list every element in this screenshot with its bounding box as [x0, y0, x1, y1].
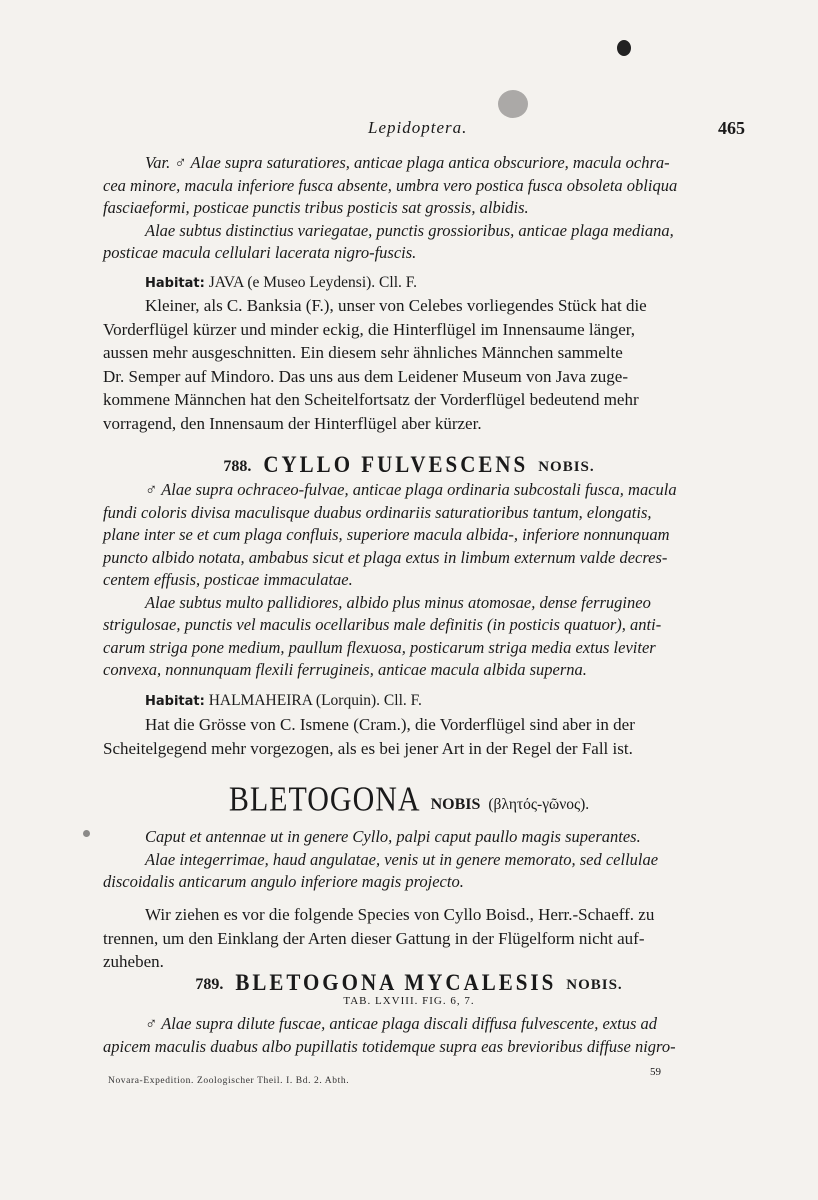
- text-line: Kleiner, als C. Banksia (F.), unser von Celebes vorliegendes Stück hat die: [145, 296, 647, 315]
- text-line: Alae integerrimae, haud angulatae, venis ut in genere memorato, sed cellulae: [145, 849, 659, 869]
- text-line: posticae macula cellulari lacerata nigro-fuscis.: [103, 243, 417, 262]
- ink-blot: [617, 40, 631, 56]
- variety-description: [103, 152, 753, 265]
- genus-name: BLETOGONA: [228, 780, 421, 819]
- genus-author: NOBIS: [430, 796, 481, 813]
- text-line: fasciaeformi, posticae punctis tribus posticis sat grossis, albidis.: [103, 198, 529, 217]
- habitat-text: JAVA (e Museo Leydensi). Cll. F.: [208, 274, 418, 291]
- genus-etymology: (βλητός-γῶνος).: [488, 796, 590, 813]
- text-line: plane inter se et cum plaga confluis, superiore macula albida-, inferiore nonnunquam: [103, 525, 670, 544]
- text-line: Wir ziehen es vor die folgende Species von Cyllo Boisd., Herr.-Schaeff. zu: [145, 905, 655, 924]
- genus-heading: [0, 780, 818, 819]
- species-heading-788: [0, 452, 818, 477]
- text-line: apicem maculis duabus albo pupillatis totidemque supra eas brevioribus diffuse nigro-: [103, 1036, 676, 1056]
- text-line: puncto albido notata, ambabus sicut et plaga extus in limbum externum valde decres-: [103, 547, 668, 567]
- text-line: kommene Männchen hat den Scheitelfortsatz der Vorderflügel bedeutend mehr: [103, 390, 639, 409]
- text-line: zuheben.: [103, 952, 164, 971]
- genus-description: [103, 826, 753, 894]
- text-line: Hat die Grösse von C. Ismene (Cram.), die Vorderflügel sind aber in der: [145, 715, 635, 734]
- text-line: ♂ Alae supra ochraceo-fulvae, anticae plaga ordinaria subcostali fusca, macula: [145, 480, 677, 499]
- footer-imprint: Novara-Expedition. Zoologischer Theil. I. Bd. 2. Abth.: [108, 1076, 350, 1086]
- species-name: CYLLO FULVESCENS: [263, 450, 529, 478]
- text-line: Vorderflügel kürzer und minder eckig, die Hinterflügel im Innensaume länger,: [103, 319, 635, 339]
- running-header: [0, 118, 818, 148]
- text-line: convexa, nonnunquam flexili ferrugineis, anticae macula albida superna.: [103, 660, 587, 679]
- text-line: centem effusis, posticae immaculatae.: [103, 570, 353, 589]
- habitat-line: [145, 690, 795, 713]
- text-line: Alae subtus distinctius variegatae, punctis grossioribus, anticae plaga mediana,: [145, 220, 674, 240]
- species-heading-789: [0, 970, 818, 995]
- species-description: [103, 1013, 753, 1058]
- text-line: aussen mehr ausgeschnitten. Ein diesem sehr ähnliches Männchen sammelte: [103, 343, 623, 362]
- text-line: Alae subtus multo pallidiores, albido plus minus atomosae, dense ferrugineo: [145, 592, 651, 612]
- species-author: NOBIS.: [538, 459, 595, 475]
- text-line: strigulosae, punctis vel maculis ocellaribus male definitis (in posticis quatuor), anti-: [103, 615, 662, 634]
- species-author: NOBIS.: [566, 977, 623, 993]
- text-line: vorragend, den Innensaum der Hinterflügel aber kürzer.: [103, 413, 482, 433]
- species-number: 788.: [223, 458, 252, 475]
- text-line: Scheitelgegend mehr vorgezogen, als es bei jener Art in der Regel der Fall ist.: [103, 738, 633, 758]
- remark-paragraph: [103, 903, 753, 974]
- text-line: trennen, um den Einklang der Arten dieser Gattung in der Flügelform nicht auf-: [103, 928, 645, 948]
- ink-blot: [498, 90, 528, 118]
- species-name: BLETOGONA MYCALESIS: [235, 968, 557, 996]
- remark-paragraph: [103, 294, 753, 435]
- text-line: discoidalis anticarum angulo inferiore magis projecto.: [103, 872, 464, 891]
- species-description: [103, 479, 753, 682]
- habitat-label: Habitat:: [145, 694, 205, 709]
- text-line: carum striga pone medium, paullum flexuosa, posticarum striga media extus leviter: [103, 637, 656, 657]
- species-number: 789.: [195, 976, 224, 993]
- signature-mark: 59: [650, 1066, 661, 1078]
- text-line: cea minore, macula inferiore fusca absente, umbra vero postica fusca obsoleta obliqua: [103, 175, 678, 195]
- text-line: Var. ♂ Alae supra saturatiores, anticae plaga antica obscuriore, macula ochra-: [145, 153, 670, 172]
- text-line: fundi coloris divisa maculisque duabus ordinariis saturatioribus tantum, elongatis,: [103, 502, 652, 522]
- running-title: Lepidoptera.: [368, 118, 468, 137]
- ink-blot: [83, 830, 90, 837]
- text-line: ♂ Alae supra dilute fuscae, anticae plaga discali diffusa fulvescente, extus ad: [145, 1014, 658, 1033]
- habitat-label: Habitat:: [145, 276, 205, 291]
- habitat-line: [145, 272, 795, 295]
- text-line: Caput et antennae ut in genere Cyllo, palpi caput paullo magis superantes.: [145, 827, 641, 846]
- remark-paragraph: [103, 713, 753, 760]
- plate-reference: TAB. LXVIII. FIG. 6, 7.: [343, 995, 475, 1007]
- habitat-text: HALMAHEIRA (Lorquin). Cll. F.: [208, 692, 422, 709]
- page-number: 465: [718, 118, 745, 138]
- text-line: Dr. Semper auf Mindoro. Das uns aus dem Leidener Museum von Java zuge-: [103, 366, 628, 386]
